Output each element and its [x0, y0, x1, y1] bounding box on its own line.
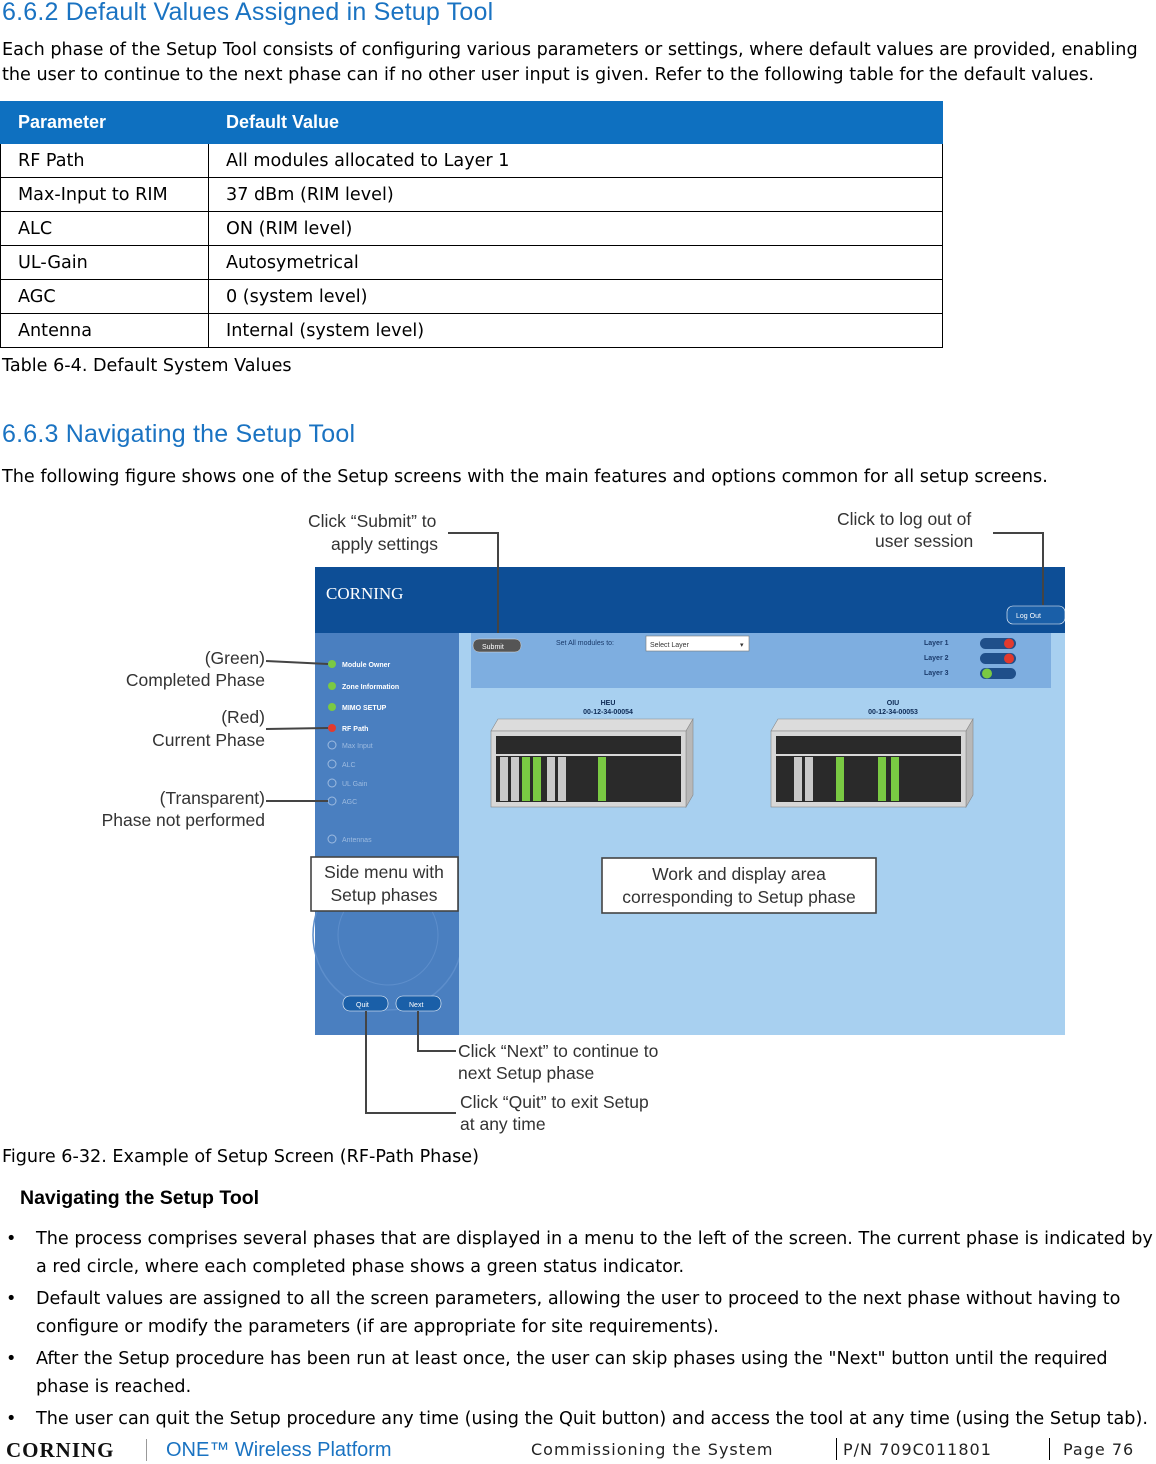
status-green-icon	[328, 703, 336, 711]
menu-item-label: Module Owner	[342, 662, 391, 669]
screen-header	[315, 567, 1065, 633]
menu-item-label: MIMO SETUP	[342, 705, 387, 712]
callout-red-line1: (Red)	[221, 707, 265, 727]
callout-green-line1: (Green)	[204, 648, 265, 668]
callout-side-menu-line1: Side menu with	[324, 862, 444, 882]
status-green-icon	[328, 682, 336, 690]
table-cell: RF Path	[1, 144, 209, 178]
callout-work-area-line1: Work and display area	[652, 864, 826, 884]
nav-bullet-list	[0, 1225, 1156, 1437]
table-row	[1, 178, 943, 212]
menu-item-label: AGC	[342, 799, 358, 806]
footer-brand-logo: CORNING	[6, 1438, 115, 1462]
layer-label: Layer 1	[924, 640, 949, 647]
layer-toggle[interactable]	[980, 668, 1016, 679]
heu-label: HEU	[600, 700, 616, 707]
callout-logout-line2: user session	[875, 531, 974, 551]
callout-side-menu-line2: Setup phases	[330, 885, 438, 905]
list-item-text: The process comprises several phases that are displayed in a menu to the left of the screen. The current phase is indicated by a red circle, where each completed phase shows a green status indicator.	[36, 1229, 1153, 1277]
menu-item-label: Zone Information	[342, 684, 400, 691]
layer-label: Layer 2	[924, 655, 949, 662]
submit-label: Submit	[482, 644, 504, 651]
table-cell: All modules allocated to Layer 1	[209, 144, 943, 178]
list-item	[0, 1405, 1156, 1433]
footer-divider	[836, 1438, 837, 1460]
table-cell: UL-Gain	[1, 246, 209, 280]
table-header-default-value: Default Value	[209, 102, 943, 144]
setup-side-menu	[315, 633, 459, 1035]
screen-brand-logo: CORNING	[326, 584, 404, 603]
callout-green-line2: Completed Phase	[125, 670, 265, 690]
table-cell: Max-Input to RIM	[1, 178, 209, 212]
menu-item-label: RF Path	[342, 726, 369, 733]
table-row	[1, 144, 943, 178]
heu-id: 00-12-34-00054	[583, 709, 633, 716]
table-row	[1, 314, 943, 348]
callout-quit-line1: Click “Quit” to exit Setup	[460, 1092, 649, 1112]
table-cell: Internal (system level)	[209, 314, 943, 348]
table-cell: ALC	[1, 212, 209, 246]
figure-caption: Figure 6-32. Example of Setup Screen (RF-Path Phase)	[2, 1147, 479, 1167]
table-cell: 37 dBm (RIM level)	[209, 178, 943, 212]
oiu-id: 00-12-34-00053	[868, 709, 918, 716]
default-values-table	[0, 101, 943, 348]
callout-next-line2: next Setup phase	[458, 1063, 595, 1083]
page-footer	[0, 1434, 1156, 1464]
callout-next-line1: Click “Next” to continue to	[458, 1041, 659, 1061]
menu-item-label: Max Input	[342, 743, 373, 750]
table-row	[1, 280, 943, 314]
oiu-chassis[interactable]	[771, 719, 973, 807]
bullet-icon: •	[6, 1229, 17, 1249]
callout-work-area-line2: corresponding to Setup phase	[622, 887, 856, 907]
table-cell: ON (RIM level)	[209, 212, 943, 246]
list-item-text: After the Setup procedure has been run at least once, the user can skip phases using the "Next" button until the required phase is reached.	[36, 1349, 1108, 1397]
work-display-area	[459, 633, 1065, 1035]
layer-toggle[interactable]	[980, 638, 1016, 649]
table-row	[1, 212, 943, 246]
footer-divider	[146, 1439, 147, 1461]
next-label: Next	[409, 1002, 424, 1009]
nav-section-heading: Navigating the Setup Tool	[20, 1187, 260, 1209]
layer-select-value: Select Layer	[650, 642, 689, 649]
section-heading-663: 6.6.3 Navigating the Setup Tool	[2, 420, 356, 448]
status-red-icon	[328, 724, 336, 732]
set-all-label: Set All modules to:	[556, 640, 614, 647]
table-header-parameter: Parameter	[1, 102, 209, 144]
menu-item-label: ALC	[342, 762, 356, 769]
chevron-down-icon: ▾	[740, 642, 744, 649]
table-header-row	[1, 102, 943, 144]
list-item-text: Default values are assigned to all the screen parameters, allowing the user to proceed to the next phase without having to configure or modify the parameters (if are appropriate for site requirements).	[36, 1289, 1121, 1337]
list-item	[0, 1225, 1156, 1281]
bullet-icon: •	[6, 1349, 17, 1369]
table-row	[1, 246, 943, 280]
list-item	[0, 1345, 1156, 1401]
status-green-icon	[328, 660, 336, 668]
section-663-intro: The following figure shows one of the Setup screens with the main features and options common for all setup screens.	[2, 467, 1048, 487]
table-cell: Antenna	[1, 314, 209, 348]
table-cell: AGC	[1, 280, 209, 314]
callout-submit-line1: Click “Submit” to	[308, 511, 437, 531]
footer-part-number: P/N 709C011801	[843, 1440, 992, 1459]
list-item-text: The user can quit the Setup procedure any time (using the Quit button) and access the tool at any time (using the Setup tab).	[36, 1409, 1148, 1429]
heu-chassis[interactable]	[491, 719, 693, 807]
bullet-icon: •	[6, 1289, 17, 1309]
bullet-icon: •	[6, 1409, 17, 1429]
callout-quit-line2: at any time	[460, 1114, 546, 1134]
footer-section: Commissioning the System	[531, 1440, 774, 1459]
section-heading-662: 6.6.2 Default Values Assigned in Setup Tool	[2, 0, 494, 26]
callout-logout-line1: Click to log out of	[837, 509, 972, 529]
table-caption: Table 6-4. Default System Values	[2, 356, 292, 376]
footer-product-logo: ONE™ Wireless Platform	[166, 1439, 392, 1461]
quit-label: Quit	[356, 1002, 369, 1009]
callout-submit-line2: apply settings	[331, 534, 439, 554]
layer-toggle[interactable]	[980, 653, 1016, 664]
table-cell: Autosymetrical	[209, 246, 943, 280]
callout-line	[266, 728, 328, 729]
callout-transparent-line2: Phase not performed	[101, 810, 265, 830]
oiu-label: OIU	[886, 700, 900, 707]
menu-item-label: Antennas	[342, 837, 372, 844]
footer-page-number: Page 76	[1063, 1440, 1135, 1459]
logout-label: Log Out	[1016, 613, 1041, 620]
list-item	[0, 1285, 1156, 1341]
setup-screen-figure	[88, 505, 1073, 1140]
callout-red-line2: Current Phase	[152, 730, 265, 750]
callout-transparent-line1: (Transparent)	[159, 788, 265, 808]
layer-label: Layer 3	[924, 670, 949, 677]
section-662-intro: Each phase of the Setup Tool consists of configuring various parameters or settings, where default values are provided, enabling the user to continue to the next phase can if no other user input is given. Refer to the following table for the default values.	[2, 40, 1138, 85]
footer-divider	[1049, 1438, 1050, 1460]
menu-item-label: UL Gain	[342, 781, 368, 788]
table-cell: 0 (system level)	[209, 280, 943, 314]
